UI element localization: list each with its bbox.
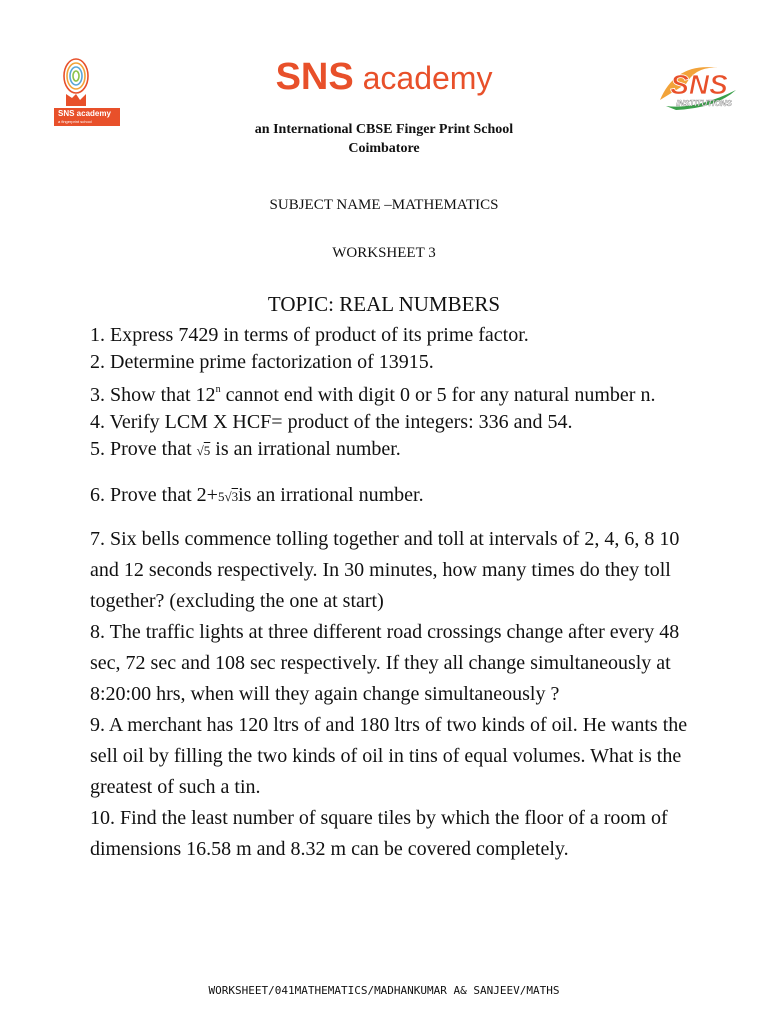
question-10: 10. Find the least number of square tiles by which the floor of a room of dimensions 16.58 m and 8.32 m can be covered completely. xyxy=(90,807,668,860)
left-logo-label: SNS academy a fingerprint school xyxy=(54,108,120,126)
svg-text:INSTITUTIONS: INSTITUTIONS xyxy=(676,99,732,108)
school-info xyxy=(0,120,768,158)
subject-name: SUBJECT NAME –MATHEMATICS xyxy=(269,197,499,213)
brand-main: SNS xyxy=(275,56,354,98)
question-7: 7. Six bells commence tolling together and toll at intervals of 2, 4, 6, 8 10 and 12 seconds respectively. In 30 minutes, how many times do they toll together? (excluding the one at start) xyxy=(90,528,680,612)
question-list xyxy=(90,322,690,865)
question-8: 8. The traffic lights at three different road crossings change after every 48 sec, 72 sec and 108 sec respectively. If they all change simultaneously at 8:20:00 hrs, when will they again change simultaneously ? xyxy=(90,621,680,705)
sns-institutions-logo-right xyxy=(656,60,742,114)
brand-title xyxy=(0,56,768,99)
worksheet-number: WORKSHEET 3 xyxy=(332,245,436,261)
question-1: 1. Express 7429 in terms of product of its prime factor. xyxy=(90,324,529,346)
question-5: 5. Prove that √5 is an irrational number. xyxy=(90,438,401,460)
question-4: 4. Verify LCM X HCF= product of the integers: 336 and 54. xyxy=(90,411,573,433)
school-line-2: Coimbatore xyxy=(348,141,420,156)
exponent-n: n xyxy=(215,384,221,395)
footer-reference: WORKSHEET/041MATHEMATICS/MADHANKUMAR A& SANJEEV/MATHS xyxy=(208,984,560,997)
question-2: 2. Determine prime factorization of 13915. xyxy=(90,351,434,373)
question-3: 3. Show that 12$^n$ cannot end with digit 0 or 5 for any natural number n. xyxy=(90,384,656,406)
topic-title: TOPIC: REAL NUMBERS xyxy=(267,292,501,316)
sqrt-5: √5 xyxy=(196,443,211,458)
sqrt-3: √3 xyxy=(224,489,239,504)
svg-text:SNS: SNS xyxy=(670,69,728,100)
brand-sub: academy xyxy=(353,60,493,96)
question-9: 9. A merchant has 120 ltrs of and 180 ltrs of two kinds of oil. He wants the sell oil by filling the two kinds of oil in tins of equal volumes. What is the greatest of such a tin. xyxy=(90,714,688,798)
question-6: 6. Prove that 2+5√3is an irrational number. xyxy=(90,484,424,506)
school-line-1: an International CBSE Finger Print School xyxy=(254,122,514,137)
